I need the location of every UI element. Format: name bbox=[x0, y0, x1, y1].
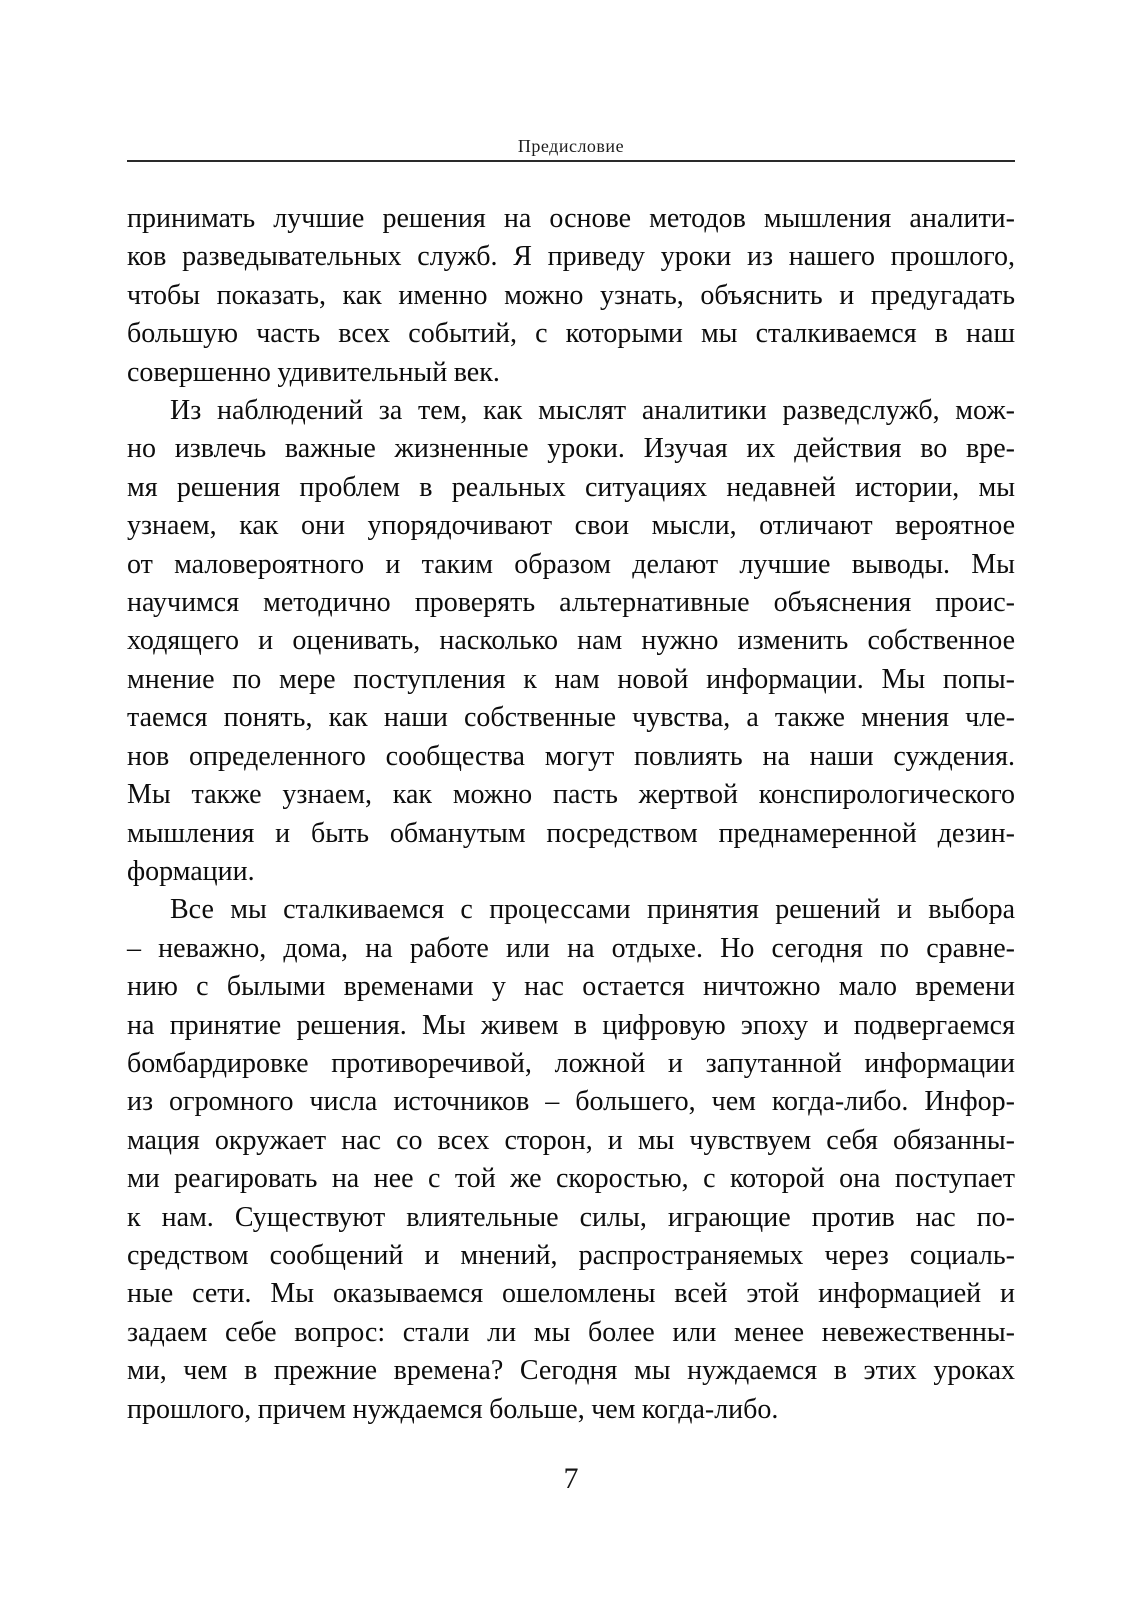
text-line: формации. bbox=[127, 855, 255, 887]
text-line: бомбардировке противоречивой, ложной и запутанной информации bbox=[127, 1047, 1015, 1079]
paragraph bbox=[127, 392, 1015, 891]
page-body bbox=[127, 200, 1015, 1429]
header-rule bbox=[127, 160, 1015, 162]
text-line: к нам. Существуют влиятельные силы, играющие против нас по- bbox=[127, 1201, 1015, 1233]
text-line: Мы также узнаем, как можно пасть жертвой конспирологического bbox=[127, 779, 1015, 811]
running-header-title: Предисловие bbox=[517, 136, 625, 156]
text-line: – неважно, дома, на работе или на отдыхе. Но сегодня по сравне- bbox=[127, 932, 1015, 964]
text-line: мация окружает нас со всех сторон, и мы чувствуем себя обязанны- bbox=[127, 1124, 1015, 1156]
page-number: 7 bbox=[563, 1462, 579, 1495]
paragraph bbox=[127, 200, 1015, 392]
text-line: мнение по мере поступления к нам новой информации. Мы попы- bbox=[127, 663, 1015, 695]
text-line: от маловероятного и таким образом делают лучшие выводы. Мы bbox=[127, 548, 1015, 580]
text-line: принимать лучшие решения на основе методов мышления аналити- bbox=[127, 203, 1015, 234]
text-line: таемся понять, как наши собственные чувства, а также мнения чле- bbox=[127, 702, 1015, 734]
text-line: на принятие решения. Мы живем в цифровую эпоху и подвергаемся bbox=[127, 1009, 1015, 1041]
running-header bbox=[127, 137, 1015, 155]
text-line: большую часть всех событий, с которыми мы сталкиваемся в наш bbox=[127, 318, 1015, 350]
text-line: мышления и быть обманутым посредством преднамеренной дезин- bbox=[127, 817, 1015, 849]
text-line: научимся методично проверять альтернативные объяснения проис- bbox=[127, 587, 1015, 619]
text-line: прошлого, причем нуждаемся больше, чем когда-либо. bbox=[127, 1393, 779, 1425]
text-line: нов определенного сообщества могут повлиять на наши суждения. bbox=[127, 740, 1015, 772]
text-line: но извлечь важные жизненные уроки. Изучая их действия во вре- bbox=[127, 433, 1015, 465]
text-line: ходящего и оценивать, насколько нам нужно изменить собственное bbox=[127, 625, 1015, 657]
text-line: совершенно удивительный век. bbox=[127, 356, 500, 388]
text-line: средством сообщений и мнений, распространяемых через социаль- bbox=[127, 1239, 1015, 1271]
text-line: нию с былыми временами у нас остается ничтожно мало времени bbox=[127, 971, 1015, 1003]
text-line: ков разведывательных служб. Я приведу уроки из нашего прошлого, bbox=[127, 241, 1015, 273]
text-line: ми, чем в прежние времена? Сегодня мы нуждаемся в этих уроках bbox=[127, 1355, 1015, 1387]
text-line: Все мы сталкиваемся с процессами принятия решений и выбора bbox=[170, 894, 1015, 926]
text-line: из огромного числа источников – большего, чем когда-либо. Инфор- bbox=[127, 1086, 1015, 1118]
text-line: узнаем, как они упорядочивают свои мысли, отличают вероятное bbox=[127, 510, 1015, 542]
text-line: ные сети. Мы оказываемся ошеломлены всей этой информацией и bbox=[127, 1278, 1015, 1310]
paragraph bbox=[127, 891, 1015, 1429]
text-line: Из наблюдений за тем, как мыслят аналитики разведслужб, мож- bbox=[170, 395, 1015, 427]
text-line: ми реагировать на нее с той же скоростью, с которой она поступает bbox=[127, 1163, 1015, 1195]
text-line: мя решения проблем в реальных ситуациях недавней истории, мы bbox=[127, 471, 1015, 503]
text-line: задаем себе вопрос: стали ли мы более или менее невежественны- bbox=[127, 1316, 1015, 1348]
text-line: чтобы показать, как именно можно узнать, объяснить и предугадать bbox=[127, 279, 1015, 311]
